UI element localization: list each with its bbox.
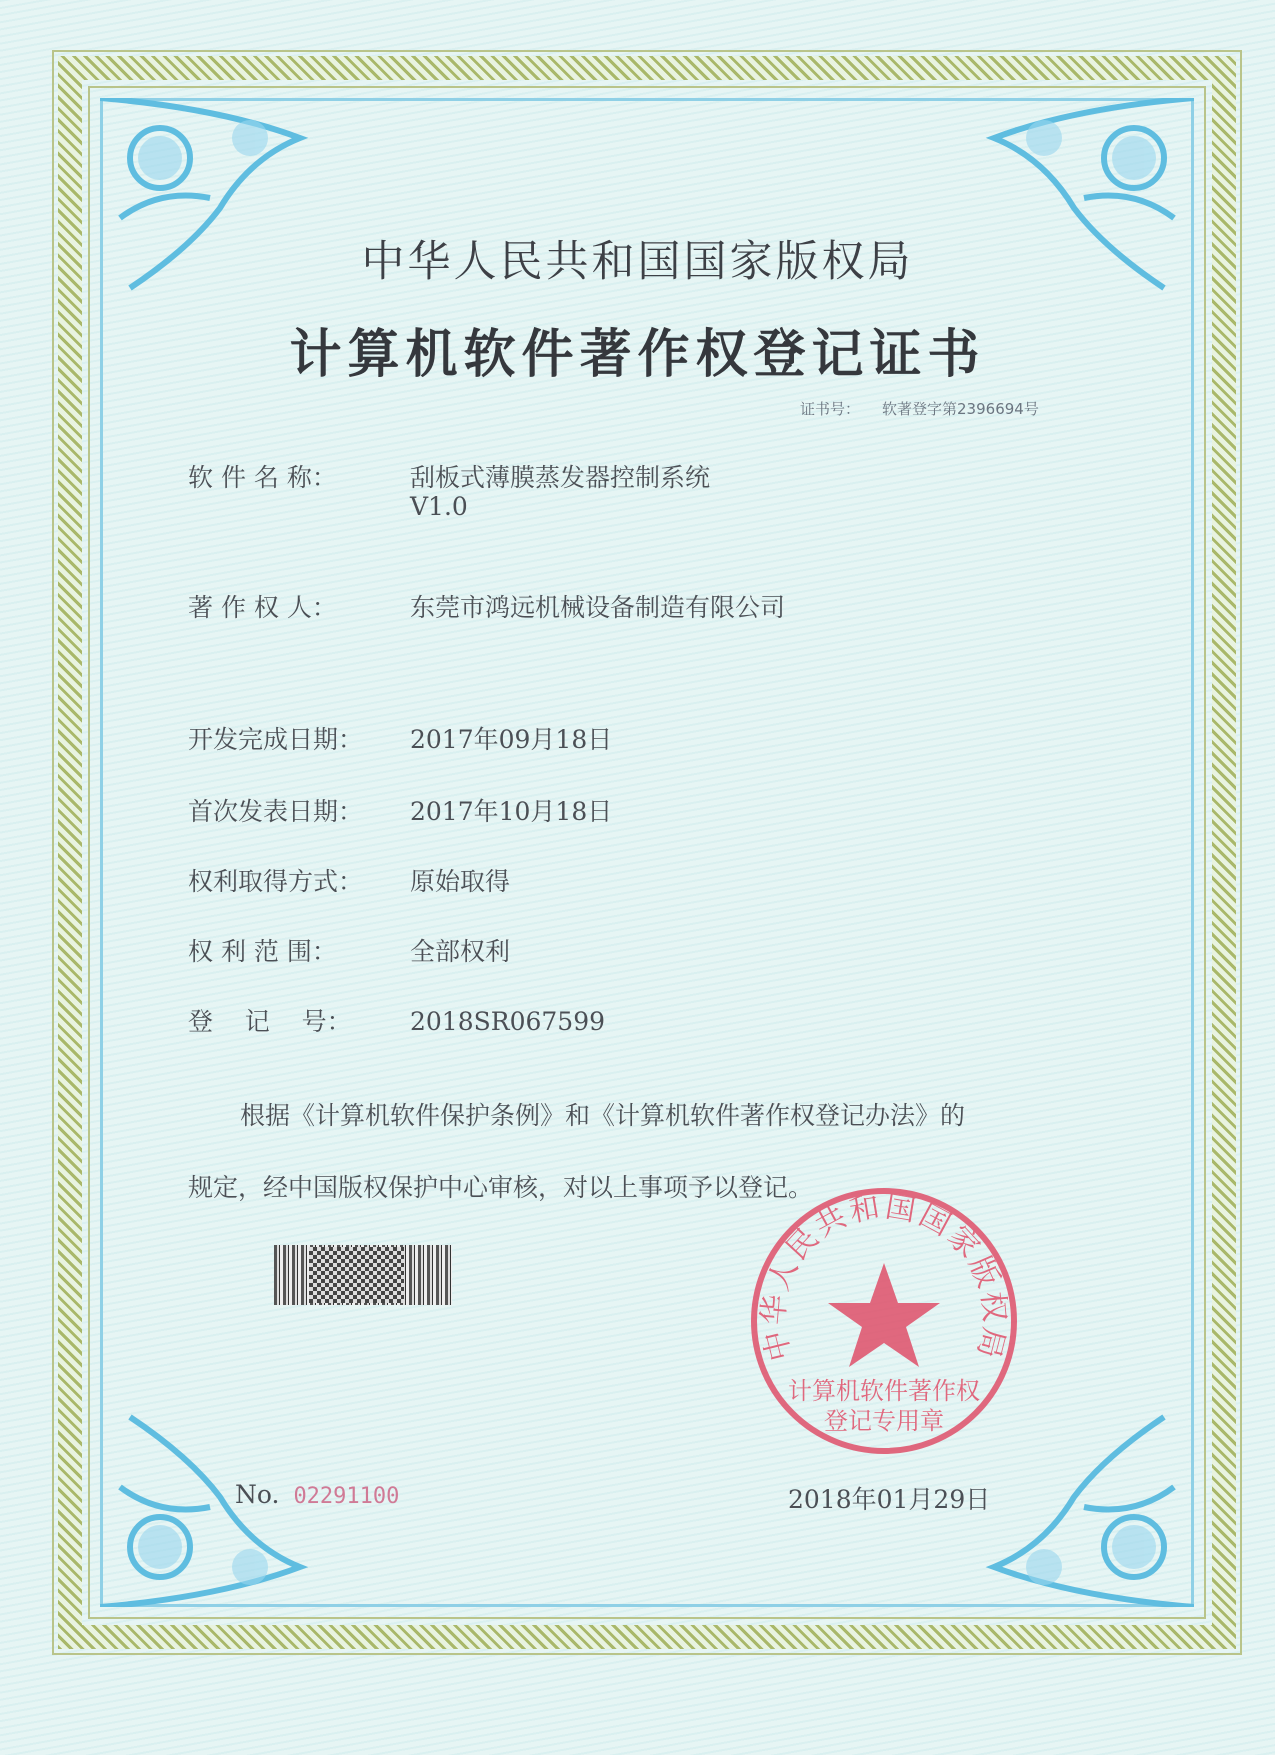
field-value: 刮板式薄膜蒸发器控制系统: [410, 463, 711, 492]
certificate-title: 计算机软件著作权登记证书: [289, 324, 986, 385]
field-value: 2018SR067599: [410, 1007, 606, 1036]
barcode: [274, 1245, 452, 1305]
cert-no-label: 证书号：: [800, 400, 861, 418]
field-software-version: V1.0: [410, 492, 468, 521]
field-acquisition-method: [188, 862, 510, 898]
field-completion-date: [188, 720, 612, 756]
field-copyright-owner: [188, 588, 785, 624]
field-label: 软 件 名 称：: [188, 463, 337, 492]
field-value: 2017年10月18日: [410, 797, 613, 826]
seal-inner-line-2: 登记专用章: [824, 1407, 944, 1435]
serial-number: [235, 1480, 399, 1509]
serial-value: 02291100: [293, 1484, 400, 1509]
field-label: 著 作 权 人：: [188, 593, 337, 622]
field-value: 原始取得: [410, 867, 511, 896]
field-value: 2017年09月18日: [410, 725, 613, 754]
field-label: 登 记 号：: [188, 1007, 352, 1036]
seal-outer-text: 中华人民共和国国家版权局: [756, 1189, 1012, 1365]
field-label: 首次发表日期：: [188, 797, 364, 826]
certificate-number: [800, 398, 1039, 419]
field-registration-number: [188, 1002, 605, 1038]
issuer-heading: 中华人民共和国国家版权局: [361, 237, 914, 287]
field-value: 东莞市鸿远机械设备制造有限公司: [410, 593, 786, 622]
field-label: 权 利 范 围：: [188, 937, 337, 966]
field-publication-date: [188, 792, 612, 828]
field-software-name: [188, 458, 710, 494]
seal-inner-line-1: 计算机软件著作权: [788, 1377, 980, 1405]
serial-label: No.: [235, 1480, 280, 1509]
qr-code: [309, 1247, 404, 1303]
field-value: 全部权利: [410, 937, 511, 966]
field-label: 开发完成日期：: [188, 725, 364, 754]
statement-line-1: 根据《计算机软件保护条例》和《计算机软件著作权登记办法》的: [240, 1101, 966, 1130]
cert-no-value: 软著登字第2396694号: [882, 400, 1039, 418]
star-icon: [828, 1263, 940, 1367]
official-seal: [748, 1185, 1020, 1457]
field-rights-scope: [188, 932, 510, 968]
issue-date: 2018年01月29日: [788, 1485, 991, 1514]
statement-line-2: 规定，经中国版权保护中心审核，对以上事项予以登记。: [188, 1173, 814, 1202]
field-label: 权利取得方式：: [188, 867, 364, 896]
